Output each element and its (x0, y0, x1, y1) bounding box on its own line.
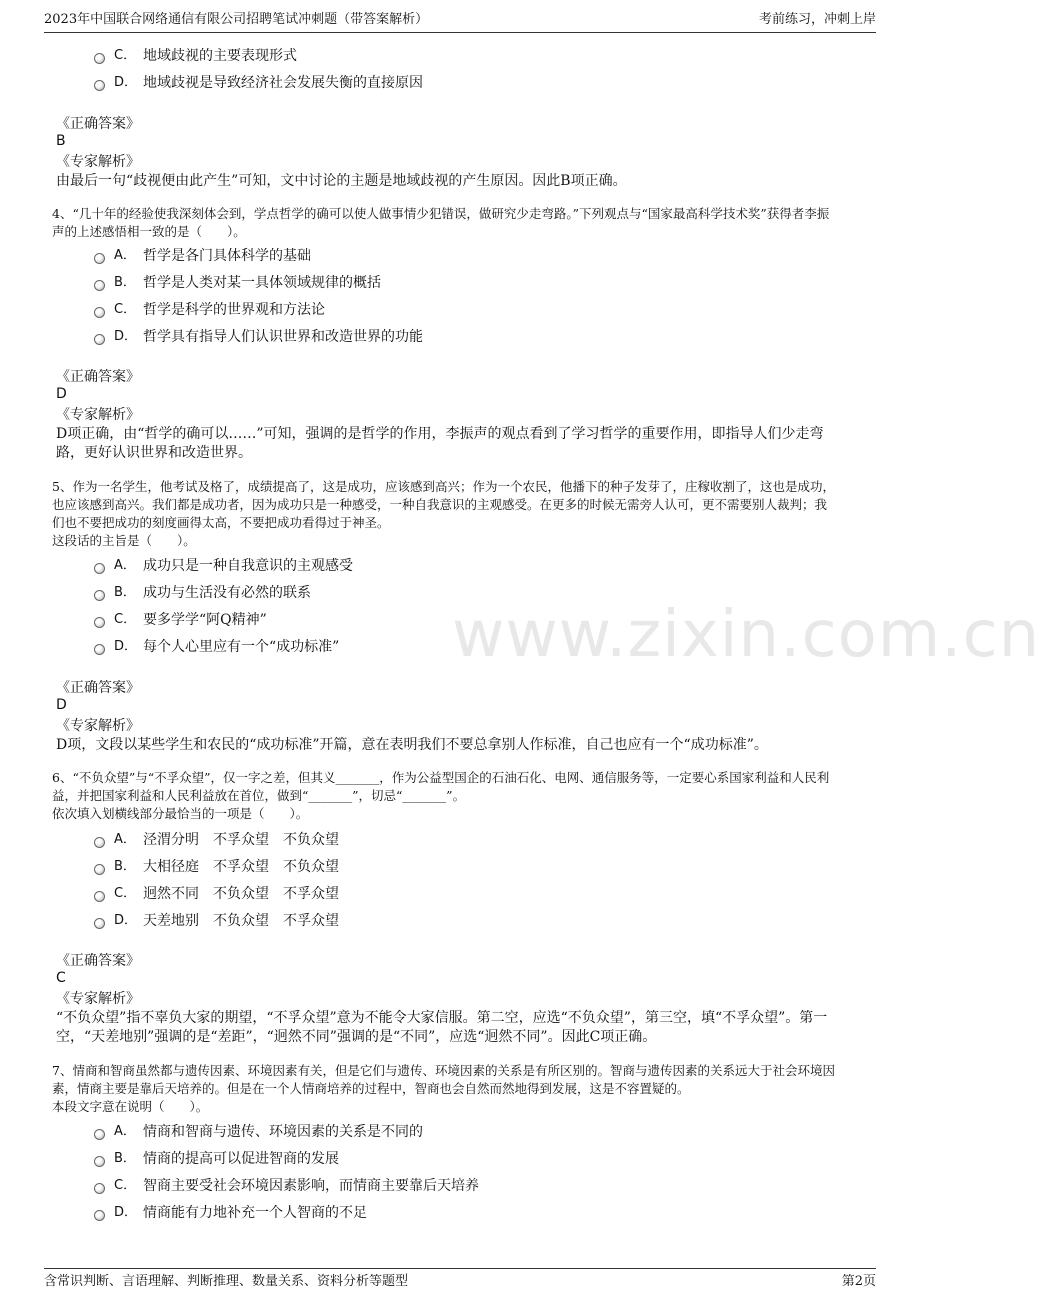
radio-icon[interactable] (94, 590, 105, 601)
header-motto: 考前练习，冲刺上岸 (758, 12, 876, 27)
footer-categories: 含常识判断、言语理解、判断推理、数量关系、资料分析等题型 (44, 1274, 409, 1289)
q7-stem: 7、情商和智商虽然都与遗传因素、环境因素有关，但是它们与遗传、环境因素的关系是有所区别的。智商与遗传因素的关系远大于社会环境因 素，情商主要是靠后天培养的。但是在一个人情商培养的过程中，智商也会自然而然地得到发展，这是不容置疑的。 本段文字意在说明（ ）。 (52, 1063, 835, 1114)
q6-analysis: “不负众望”指不辜负大家的期望，“不孚众望”意为不能令大家信服。第二空，应选“不负众望”，第三空，填“不孚众望”。第一 空，“天差地别”强调的是“差距”，“迥然不同”强调的是“不同”，应选“迥然不同”。因此C项正确。 (56, 1010, 828, 1045)
radio-icon[interactable] (94, 837, 105, 848)
page-header (44, 10, 876, 33)
radio-icon[interactable] (94, 617, 105, 628)
q3-analysis: 由最后一句“歧视便由此产生”可知，文中讨论的主题是地域歧视的产生原因。因此B项正确。 (56, 173, 627, 189)
radio-icon[interactable] (94, 1210, 105, 1221)
radio-icon[interactable] (94, 864, 105, 875)
page-number: 第2页 (841, 1274, 876, 1289)
radio-icon[interactable] (94, 891, 105, 902)
q6-analysis-label: 《专家解析》 (56, 991, 140, 1007)
radio-icon[interactable] (94, 1156, 105, 1167)
q5-analysis-label: 《专家解析》 (56, 718, 140, 734)
q5-stem: 5、作为一名学生，他考试及格了，成绩提高了，这是成功，应该感到高兴；作为一个农民，他播下的种子发芽了，庄稼收割了，这也是成功， 也应该感到高兴。我们都是成功者，因为成功只是一种感受，一种自我意识的主观感受。在更多的时候无需旁人认可，更不需要别人裁判；我 们也不要把成功的刻度画得太高，不要把成功看得过于神圣。 这段话的主旨是（ ）。 (52, 479, 835, 548)
q6-answer: C (56, 970, 66, 986)
radio-icon[interactable] (94, 53, 105, 64)
document-title: 2023年中国联合网络通信有限公司招聘笔试冲刺题（带答案解析） (44, 12, 429, 27)
radio-icon[interactable] (94, 307, 105, 318)
q3-analysis-label: 《专家解析》 (56, 154, 140, 170)
q4-analysis: D项正确，由“哲学的确可以……”可知，强调的是哲学的作用，李振声的观点看到了学习哲学的重要作用，即指导人们少走弯 路，更好认识世界和改造世界。 (56, 426, 824, 461)
radio-icon[interactable] (94, 253, 105, 264)
q5-analysis: D项，文段以某些学生和农民的“成功标准”开篇，意在表明我们不要总拿别人作标准，自己也应有一个“成功标准”。 (56, 737, 768, 753)
q5-answer: D (56, 697, 67, 713)
radio-icon[interactable] (94, 280, 105, 291)
radio-icon[interactable] (94, 563, 105, 574)
radio-icon[interactable] (94, 918, 105, 929)
radio-icon[interactable] (94, 1129, 105, 1140)
q6-stem: 6、“不负众望”与“不孚众望”，仅一字之差，但其义_______，作为公益型国企的石油石化、电网、通信服务等，一定要心系国家利益和人民利 益，并把国家利益和人民利益放在首位，做到“_______”，切忌“_______”。 依次填入划横线部分最恰当的一项是（ ）。 (52, 770, 830, 821)
q4-answer: D (56, 386, 67, 402)
page-footer (44, 1268, 876, 1291)
radio-icon[interactable] (94, 80, 105, 91)
q4-analysis-label: 《专家解析》 (56, 407, 140, 423)
radio-icon[interactable] (94, 1183, 105, 1194)
q4-stem: 4、“几十年的经验使我深刻体会到，学点哲学的确可以使人做事情少犯错误，做研究少走弯路。”下列观点与“国家最高科学技术奖”获得者李振 声的上述感悟相一致的是（ ）。 (52, 206, 830, 239)
q5-answer-label: 《正确答案》 (56, 680, 140, 696)
q3-answer: B (56, 133, 66, 149)
watermark: www.zixin.com.cn (452, 598, 1040, 672)
q6-answer-label: 《正确答案》 (56, 953, 140, 969)
radio-icon[interactable] (94, 334, 105, 345)
q4-answer-label: 《正确答案》 (56, 369, 140, 385)
q3-answer-label: 《正确答案》 (56, 116, 140, 132)
radio-icon[interactable] (94, 644, 105, 655)
